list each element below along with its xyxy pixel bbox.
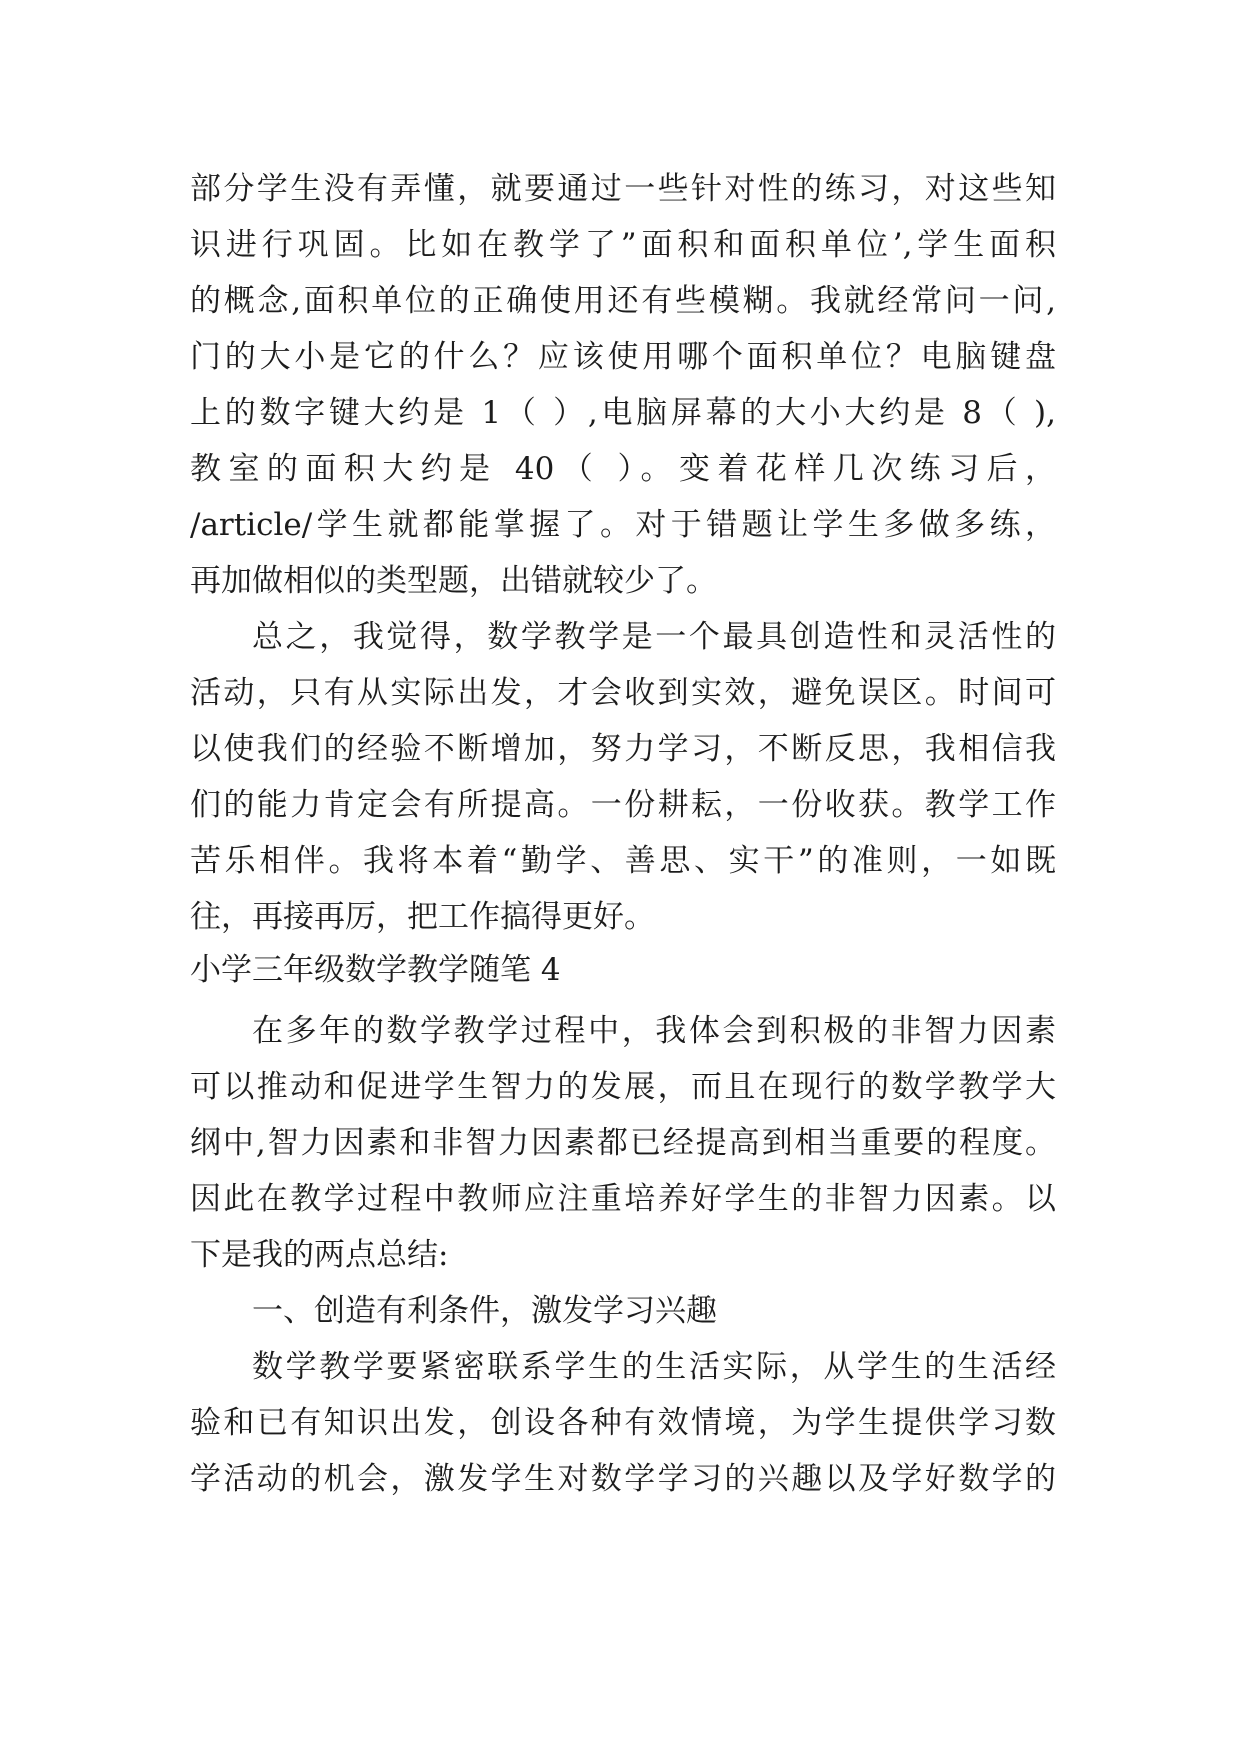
paragraph-line: 因此在教学过程中教师应注重培养好学生的非智力因素。以 — [190, 1181, 1056, 1217]
paragraph-line: 再加做相似的类型题，出错就较少了。 — [190, 563, 717, 599]
section-heading: 小学三年级数学教学随笔 4 — [190, 952, 561, 988]
paragraph-line: 苦乐相伴。我将本着“勤学、善思、实干”的准则，一如既 — [190, 843, 1056, 879]
paragraph-line: 活动，只有从实际出发，才会收到实效，避免误区。时间可 — [190, 675, 1056, 711]
paragraph-line: 上的数字键大约是 1（ ）,电脑屏幕的大小大约是 8（ ), — [190, 395, 1056, 431]
paragraph-line: 学活动的机会，激发学生对数学学习的兴趣以及学好数学的 — [190, 1461, 1056, 1497]
paragraph-line: /article/学生就都能掌握了。对于错题让学生多做多练， — [190, 507, 1056, 543]
paragraph-line: 验和已有知识出发，创设各种有效情境，为学生提供学习数 — [190, 1405, 1056, 1441]
paragraph-first-line: 数学教学要紧密联系学生的生活实际，从学生的生活经 — [252, 1349, 1056, 1385]
paragraph-first-line: 总之，我觉得，数学教学是一个最具创造性和灵活性的 — [252, 619, 1056, 655]
paragraph-line: 门的大小是它的什么？应该使用哪个面积单位？电脑键盘 — [190, 339, 1056, 375]
paragraph-line: 下是我的两点总结: — [190, 1237, 449, 1273]
paragraph-line: 识进行巩固。比如在教学了”面积和面积单位’,学生面积 — [190, 227, 1056, 263]
paragraph-line: 们的能力肯定会有所提高。一份耕耘，一份收获。教学工作 — [190, 787, 1056, 823]
paragraph-line: 以使我们的经验不断增加，努力学习，不断反思，我相信我 — [190, 731, 1056, 767]
subsection-heading: 一、创造有利条件，激发学习兴趣 — [252, 1293, 717, 1329]
paragraph-line: 教室的面积大约是 40（ ）。变着花样几次练习后， — [190, 451, 1056, 487]
paragraph-line: 部分学生没有弄懂，就要通过一些针对性的练习，对这些知 — [190, 171, 1056, 207]
paragraph-first-line: 在多年的数学教学过程中，我体会到积极的非智力因素 — [252, 1013, 1056, 1049]
paragraph-line: 可以推动和促进学生智力的发展，而且在现行的数学教学大 — [190, 1069, 1056, 1105]
paragraph-line: 的概念,面积单位的正确使用还有些模糊。我就经常问一问, — [190, 283, 1056, 319]
paragraph-line: 纲中,智力因素和非智力因素都已经提高到相当重要的程度。 — [190, 1125, 1056, 1161]
paragraph-line: 往，再接再厉，把工作搞得更好。 — [190, 899, 655, 935]
